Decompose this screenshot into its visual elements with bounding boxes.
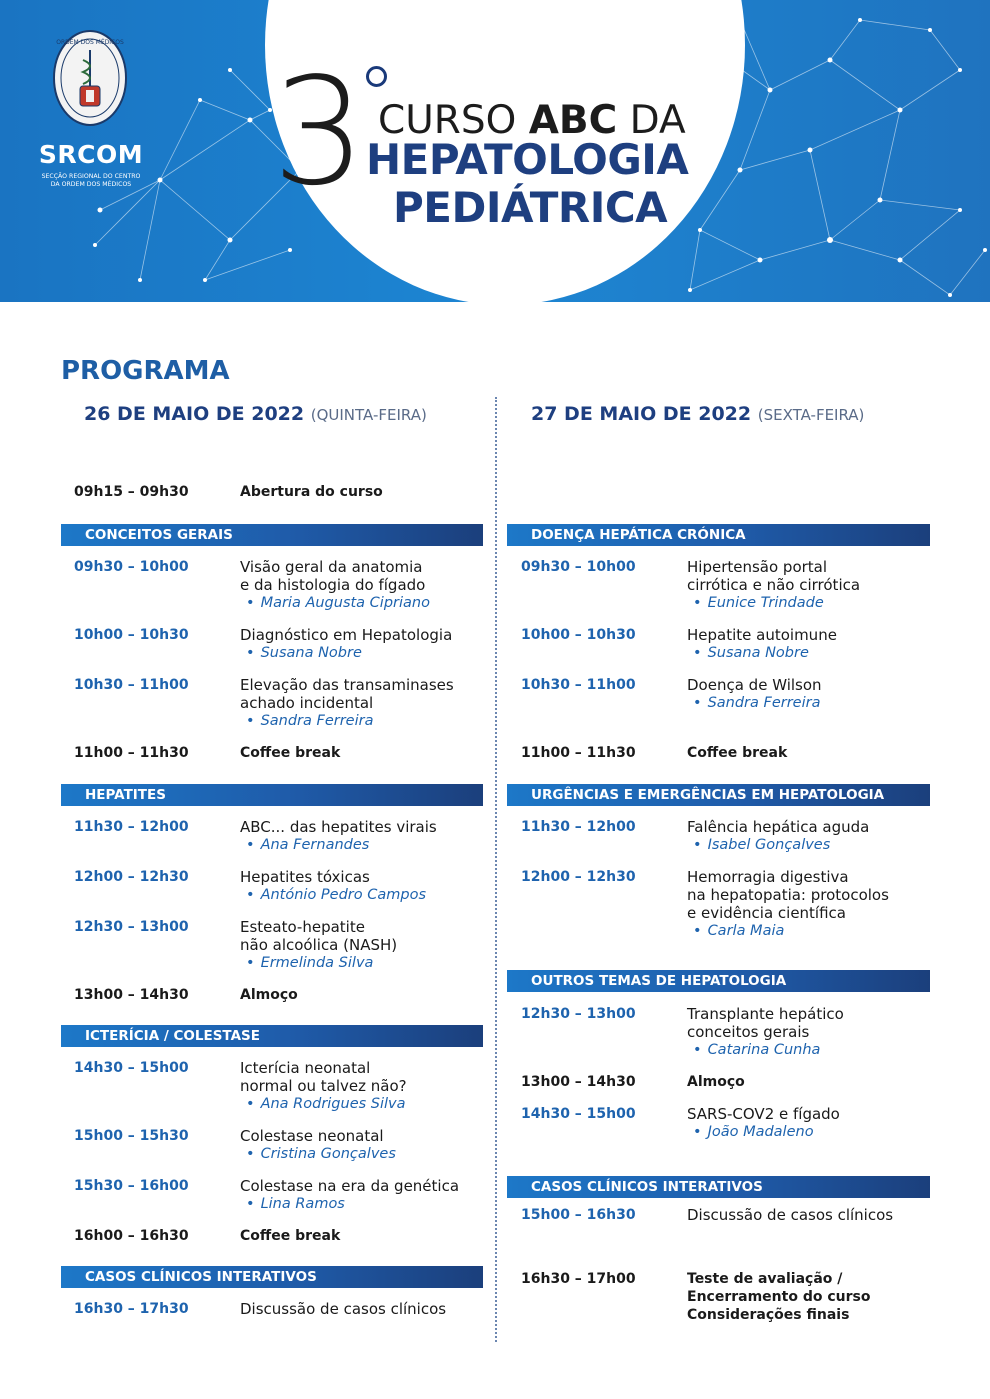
speaker: • Susana Nobre <box>693 645 809 661</box>
srcom-subtitle-line1: SECÇÃO REGIONAL DO CENTRO <box>41 173 141 180</box>
session-title: Almoço <box>687 1074 745 1090</box>
time-label: 16h30 – 17h30 <box>74 1301 189 1317</box>
time-label: 09h15 – 09h30 <box>74 484 189 500</box>
speaker: • Susana Nobre <box>246 645 362 661</box>
section-header: URGÊNCIAS E EMERGÊNCIAS EM HEPATOLOGIA <box>507 784 930 806</box>
speaker: • Sandra Ferreira <box>246 713 374 729</box>
time-label: 11h30 – 12h00 <box>521 819 636 835</box>
speaker: • Eunice Trindade <box>693 595 824 611</box>
session-title: Considerações finais <box>687 1307 850 1323</box>
speaker: • Carla Maia <box>693 923 785 939</box>
session-title: achado incidental <box>240 694 374 712</box>
session-title: ABC... das hepatites virais <box>240 818 437 836</box>
session-title: na hepatopatia: protocolos <box>687 886 889 904</box>
section-header: CASOS CLÍNICOS INTERATIVOS <box>61 1266 483 1288</box>
section-header: CASOS CLÍNICOS INTERATIVOS <box>507 1176 930 1198</box>
time-label: 12h30 – 13h00 <box>74 919 189 935</box>
time-label: 12h00 – 12h30 <box>521 869 636 885</box>
session-title: SARS-COV2 e fígado <box>687 1105 840 1123</box>
header-banner <box>0 0 990 302</box>
time-label: 11h00 – 11h30 <box>521 745 636 761</box>
program-heading: PROGRAMA <box>61 356 230 386</box>
day1-heading: 26 DE MAIO DE 2022 (QUINTA-FEIRA) <box>84 403 427 425</box>
time-label: 13h00 – 14h30 <box>74 987 189 1003</box>
session-title: cirrótica e não cirrótica <box>687 576 861 594</box>
time-label: 11h30 – 12h00 <box>74 819 189 835</box>
session-title: Coffee break <box>240 1228 341 1244</box>
time-label: 12h00 – 12h30 <box>74 869 189 885</box>
session-title: Hepatite autoimune <box>687 626 837 644</box>
session-title: Elevação das transaminases <box>240 676 454 694</box>
session-title: Discussão de casos clínicos <box>240 1300 447 1318</box>
session-title: Coffee break <box>240 745 341 761</box>
time-label: 10h00 – 10h30 <box>521 627 636 643</box>
section-header: DOENÇA HEPÁTICA CRÓNICA <box>507 524 930 546</box>
speaker: • Ana Fernandes <box>246 837 370 853</box>
ordinal-circle-icon <box>366 66 387 87</box>
time-label: 10h00 – 10h30 <box>74 627 189 643</box>
session-title: Diagnóstico em Hepatologia <box>240 626 453 644</box>
title-line3: PEDIÁTRICA <box>393 183 668 232</box>
session-title: Colestase na era da genética <box>240 1177 460 1195</box>
speaker: • Lina Ramos <box>246 1196 345 1212</box>
srcom-name: SRCOM <box>38 140 144 169</box>
time-label: 14h30 – 15h00 <box>74 1060 189 1076</box>
time-label: 12h30 – 13h00 <box>521 1006 636 1022</box>
time-label: 16h30 – 17h00 <box>521 1271 636 1287</box>
speaker: • João Madaleno <box>693 1124 814 1140</box>
session-title: Hemorragia digestiva <box>687 868 849 886</box>
session-title: Teste de avaliação / <box>687 1271 843 1287</box>
session-title: e da histologia do fígado <box>240 576 426 594</box>
session-title: Icterícia neonatal <box>240 1059 371 1077</box>
session-title: normal ou talvez não? <box>240 1077 407 1095</box>
session-title: conceitos gerais <box>687 1023 810 1041</box>
session-title: Transplante hepático <box>687 1005 844 1023</box>
section-header: CONCEITOS GERAIS <box>61 524 483 546</box>
time-label: 10h30 – 11h00 <box>521 677 636 693</box>
session-title: Falência hepática aguda <box>687 818 870 836</box>
speaker: • Maria Augusta Cipriano <box>246 595 430 611</box>
srcom-subtitle-line2: DA ORDEM DOS MÉDICOS <box>50 181 132 188</box>
session-title: Encerramento do curso <box>687 1289 871 1305</box>
session-title: Almoço <box>240 987 298 1003</box>
session-title: Abertura do curso <box>240 484 383 500</box>
speaker: • Cristina Gonçalves <box>246 1146 396 1162</box>
time-label: 09h30 – 10h00 <box>74 559 189 575</box>
speaker: • António Pedro Campos <box>246 887 427 903</box>
speaker: • Isabel Gonçalves <box>693 837 831 853</box>
edition-number: 3 <box>272 46 363 218</box>
session-title: Hepatites tóxicas <box>240 868 370 886</box>
section-header: OUTROS TEMAS DE HEPATOLOGIA <box>507 970 930 992</box>
time-label: 14h30 – 15h00 <box>521 1106 636 1122</box>
session-title: Esteato-hepatite <box>240 918 365 936</box>
column-divider <box>495 397 497 1342</box>
section-header: ICTERÍCIA / COLESTASE <box>61 1025 483 1047</box>
seal-text: ORDEM DOS MÉDICOS <box>56 39 124 46</box>
title-line1: CURSO ABC DA <box>378 98 686 143</box>
title-line2: HEPATOLOGIA <box>366 135 689 184</box>
session-title: Visão geral da anatomia <box>240 558 423 576</box>
time-label: 15h00 – 15h30 <box>74 1128 189 1144</box>
session-title: Colestase neonatal <box>240 1127 384 1145</box>
time-label: 15h30 – 16h00 <box>74 1178 189 1194</box>
speaker: • Ana Rodrigues Silva <box>246 1096 406 1112</box>
session-title: Coffee break <box>687 745 788 761</box>
speaker: • Catarina Cunha <box>693 1042 821 1058</box>
session-title: não alcoólica (NASH) <box>240 936 398 954</box>
speaker: • Ermelinda Silva <box>246 955 374 971</box>
speaker: • Sandra Ferreira <box>693 695 821 711</box>
session-title: Discussão de casos clínicos <box>687 1206 894 1224</box>
section-header: HEPATITES <box>61 784 483 806</box>
time-label: 09h30 – 10h00 <box>521 559 636 575</box>
day2-heading: 27 DE MAIO DE 2022 (SEXTA-FEIRA) <box>531 403 865 425</box>
ordem-dos-medicos-seal-icon <box>53 30 127 126</box>
time-label: 13h00 – 14h30 <box>521 1074 636 1090</box>
session-title: Doença de Wilson <box>687 676 822 694</box>
time-label: 10h30 – 11h00 <box>74 677 189 693</box>
session-title: Hipertensão portal <box>687 558 828 576</box>
time-label: 11h00 – 11h30 <box>74 745 189 761</box>
time-label: 16h00 – 16h30 <box>74 1228 189 1244</box>
time-label: 15h00 – 16h30 <box>521 1207 636 1223</box>
session-title: e evidência científica <box>687 904 846 922</box>
